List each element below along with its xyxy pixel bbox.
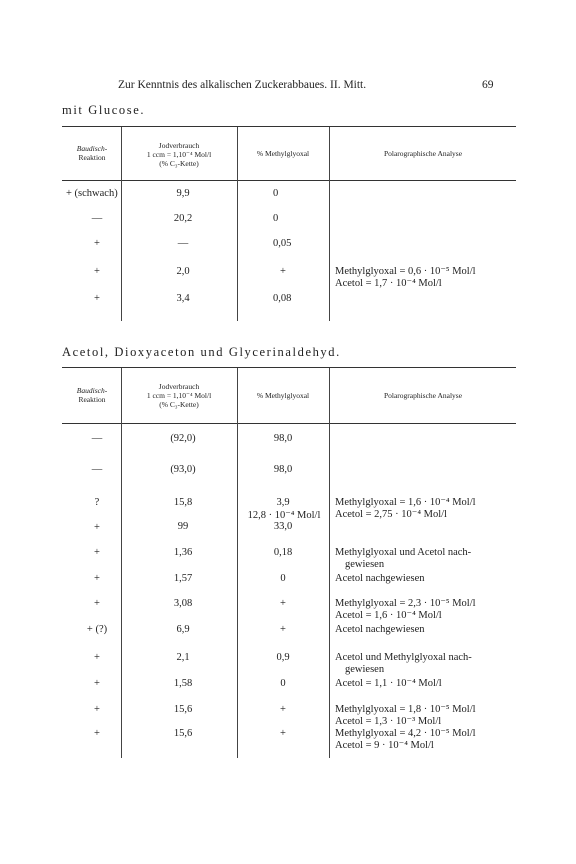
page-number: 69 bbox=[482, 79, 494, 91]
cell-jodverbrauch: 3,4 bbox=[176, 293, 190, 304]
cell-jodverbrauch: 1,36 bbox=[173, 547, 193, 558]
cell-methylglyoxal: 0,05 bbox=[273, 238, 292, 249]
cell-analyse: Methylglyoxal = 2,3 · 10⁻⁵ Mol/l Acetol = 1,6 · 10⁻⁴ Mol/l bbox=[335, 598, 476, 621]
table-top-rule bbox=[62, 367, 516, 368]
cell-methylglyoxal: 98,0 bbox=[273, 464, 293, 475]
cell-methylglyoxal: 0 bbox=[280, 573, 286, 584]
header-baudisch: Baudisch- Reaktion bbox=[76, 144, 108, 162]
cell-reaktion: + bbox=[94, 652, 100, 663]
cell-methylglyoxal: 0,08 bbox=[273, 293, 292, 304]
cell-jodverbrauch: 6,9 bbox=[176, 624, 190, 635]
cell-methylglyoxal: 0,9 bbox=[276, 652, 290, 663]
cell-reaktion: + bbox=[94, 704, 100, 715]
header-methylglyoxal: % Methylglyoxal bbox=[256, 149, 310, 158]
cell-reaktion: + bbox=[94, 522, 100, 533]
cell-reaktion: + bbox=[94, 573, 100, 584]
cell-jodverbrauch: (93,0) bbox=[170, 464, 196, 475]
cell-jodverbrauch: 15,6 bbox=[173, 704, 193, 715]
cell-reaktion: ? bbox=[94, 497, 100, 508]
header-jodverbrauch: Jodverbrauch 1 ccm = 1,10⁻⁴ Mol/l (% C₃-Kette) bbox=[146, 382, 212, 409]
table-header-rule bbox=[62, 423, 516, 424]
cell-analyse: Methylglyoxal und Acetol nach- gewiesen bbox=[335, 547, 472, 570]
cell-reaktion: + bbox=[94, 293, 100, 304]
table-header-rule bbox=[62, 180, 516, 181]
header-baudisch: Baudisch- Reaktion bbox=[76, 386, 108, 404]
cell-methylglyoxal-conc: 12,8 · 10⁻⁴ Mol/l bbox=[247, 510, 321, 521]
cell-jodverbrauch: 20,2 bbox=[173, 213, 193, 224]
cell-jodverbrauch: — bbox=[177, 238, 189, 249]
section-title-acetol: Acetol, Dioxyaceton und Glycerinaldehyd. bbox=[62, 345, 341, 359]
cell-reaktion: — bbox=[91, 433, 103, 444]
cell-analyse: Acetol nachgewiesen bbox=[335, 573, 425, 584]
header-polarographie: Polarographische Analyse bbox=[383, 149, 463, 158]
cell-jodverbrauch: 2,1 bbox=[176, 652, 190, 663]
cell-reaktion: + bbox=[94, 678, 100, 689]
cell-jodverbrauch: 15,8 bbox=[173, 497, 193, 508]
cell-analyse: Methylglyoxal = 4,2 · 10⁻⁵ Mol/l Acetol = 9 · 10⁻⁴ Mol/l bbox=[335, 728, 476, 751]
column-divider bbox=[237, 368, 238, 758]
cell-reaktion: + (schwach) bbox=[66, 188, 118, 199]
cell-reaktion: — bbox=[91, 464, 103, 475]
cell-reaktion: + bbox=[94, 547, 100, 558]
column-divider bbox=[121, 127, 122, 321]
cell-methylglyoxal: + bbox=[280, 728, 286, 739]
cell-reaktion: + bbox=[94, 728, 100, 739]
cell-reaktion: + bbox=[94, 238, 100, 249]
cell-reaktion: + bbox=[94, 266, 100, 277]
cell-analyse: Methylglyoxal = 1,6 · 10⁻⁴ Mol/l Acetol = 2,75 · 10⁻⁴ Mol/l bbox=[335, 497, 476, 520]
cell-methylglyoxal: 0,18 bbox=[273, 547, 293, 558]
section-title-glucose: mit Glucose. bbox=[62, 103, 146, 117]
column-divider bbox=[329, 127, 330, 321]
cell-jodverbrauch: 99 bbox=[177, 521, 189, 532]
column-divider bbox=[121, 368, 122, 758]
cell-jodverbrauch: 3,08 bbox=[173, 598, 193, 609]
cell-reaktion: + bbox=[94, 598, 100, 609]
column-divider bbox=[237, 127, 238, 321]
header-jodverbrauch: Jodverbrauch 1 ccm = 1,10⁻⁴ Mol/l (% C₃-Kette) bbox=[146, 141, 212, 168]
cell-methylglyoxal: + bbox=[280, 624, 286, 635]
cell-reaktion: — bbox=[91, 213, 103, 224]
cell-methylglyoxal: 3,9 bbox=[276, 497, 290, 508]
cell-jodverbrauch: 1,58 bbox=[173, 678, 193, 689]
cell-methylglyoxal: 33,0 bbox=[273, 521, 293, 532]
cell-methylglyoxal: 0 bbox=[280, 678, 286, 689]
cell-jodverbrauch: 9,9 bbox=[176, 188, 190, 199]
header-polarographie: Polarographische Analyse bbox=[383, 391, 463, 400]
cell-methylglyoxal: 98,0 bbox=[273, 433, 293, 444]
cell-jodverbrauch: 1,57 bbox=[173, 573, 193, 584]
running-header-title: Zur Kenntnis des alkalischen Zuckerabbaues. II. Mitt. bbox=[118, 79, 367, 91]
cell-analyse: Methylglyoxal = 1,8 · 10⁻⁵ Mol/l Acetol = 1,3 · 10⁻³ Mol/l bbox=[335, 704, 476, 727]
cell-methylglyoxal: + bbox=[280, 598, 286, 609]
header-methylglyoxal: % Methylglyoxal bbox=[256, 391, 310, 400]
cell-methylglyoxal: + bbox=[280, 266, 286, 277]
cell-methylglyoxal: 0 bbox=[273, 188, 279, 199]
column-divider bbox=[329, 368, 330, 758]
cell-reaktion: + (?) bbox=[86, 624, 108, 635]
cell-analyse: Acetol und Methylglyoxal nach- gewiesen bbox=[335, 652, 472, 675]
cell-jodverbrauch: 2,0 bbox=[176, 266, 190, 277]
cell-jodverbrauch: 15,6 bbox=[173, 728, 193, 739]
table-top-rule bbox=[62, 126, 516, 127]
cell-analyse: Methylglyoxal = 0,6 · 10⁻⁵ Mol/l Acetol = 1,7 · 10⁻⁴ Mol/l bbox=[335, 266, 476, 289]
cell-analyse: Acetol = 1,1 · 10⁻⁴ Mol/l bbox=[335, 678, 442, 689]
cell-methylglyoxal: + bbox=[280, 704, 286, 715]
cell-methylglyoxal: 0 bbox=[273, 213, 279, 224]
cell-jodverbrauch: (92,0) bbox=[170, 433, 196, 444]
cell-analyse: Acetol nachgewiesen bbox=[335, 624, 425, 635]
